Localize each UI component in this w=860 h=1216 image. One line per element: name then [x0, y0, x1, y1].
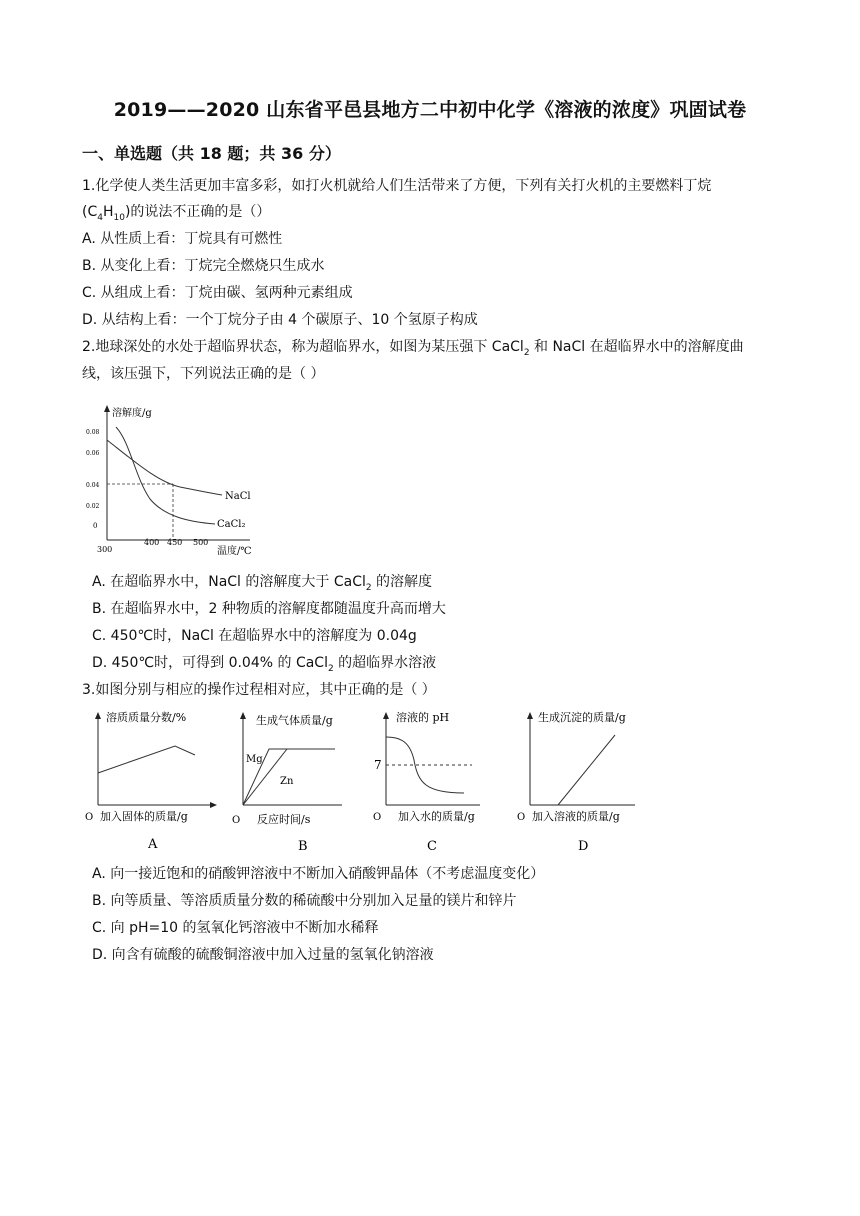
graph-a-xlabel: 加入固体的质量/g: [100, 810, 188, 823]
nacl-curve: [107, 440, 222, 495]
graph-a-origin: O: [85, 812, 94, 823]
graph-a-line: [98, 746, 195, 773]
graph-b-zn-label: Zn: [280, 776, 294, 787]
solubility-xlabel: 温度/℃: [217, 546, 252, 557]
q3-option-a: A. 向一接近饱和的硝酸钾溶液中不断加入硝酸钾晶体（不考虑温度变化）: [92, 866, 545, 882]
graph-b-mg-label: Mg: [246, 754, 263, 765]
q2-option-d: D. 450℃时，可得到 0.04% 的 CaCl$_2$ 的超临界水溶液: [92, 655, 437, 674]
xtick-450: 450: [167, 538, 183, 547]
graph-a: [85, 710, 217, 852]
q1-option-c: C. 从组成上看：丁烷由碳、氢两种元素组成: [82, 285, 353, 301]
q3-option-c: C. 向 pH=10 的氢氧化钙溶液中不断加水稀释: [92, 920, 379, 936]
q3-graphs: [80, 705, 660, 860]
q2-option-b: B. 在超临界水中，2 种物质的溶解度都随温度升高而增大: [92, 601, 446, 617]
graph-d-xlabel: 加入溶液的质量/g: [532, 810, 620, 823]
q1-option-b: B. 从变化上看：丁烷完全燃烧只生成水: [82, 258, 325, 274]
q2-stem-line2: 线，该压强下，下列说法正确的是（ ）: [82, 366, 325, 382]
q2-option-a: A. 在超临界水中，NaCl 的溶解度大于 CaCl$_2$ 的溶解度: [92, 574, 433, 593]
graph-d-origin: O: [517, 812, 526, 823]
q3-option-d: D. 向含有硫酸的硫酸铜溶液中加入过量的氢氧化钠溶液: [92, 947, 434, 963]
graph-b-xlabel: 反应时间/s: [257, 813, 311, 826]
q3-option-b: B. 向等质量、等溶质质量分数的稀硫酸中分别加入足量的镁片和锌片: [92, 893, 517, 909]
solubility-ylabel: 溶解度/g: [112, 408, 152, 419]
nacl-label: NaCl: [225, 491, 251, 502]
cacl2-curve: [116, 427, 215, 524]
xtick-400: 400: [144, 538, 160, 547]
q1-stem-line1: 1.化学使人类生活更加丰富多彩，如打火机就给人们生活带来了方便，下列有关打火机的主要燃料丁烷: [82, 178, 712, 194]
graph-b-origin: O: [232, 815, 241, 826]
graph-c-xlabel: 加入水的质量/g: [398, 810, 475, 823]
graph-a-letter: A: [148, 837, 158, 852]
section-heading: 一、单选题（共 18 题；共 36 分）: [82, 144, 341, 163]
graph-d: [517, 710, 635, 854]
graph-c-ylabel: 溶液的 pH: [396, 711, 450, 724]
xtick-300: 300: [97, 545, 113, 554]
solubility-chart: [80, 402, 270, 560]
q1-option-a: A. 从性质上看：丁烷具有可燃性: [82, 231, 283, 247]
q1-option-d: D. 从结构上看：一个丁烷分子由 4 个碳原子、10 个氢原子构成: [82, 312, 478, 328]
graph-c-origin: O: [373, 812, 382, 823]
graph-d-ylabel: 生成沉淀的质量/g: [538, 711, 626, 724]
graph-b: [232, 712, 342, 854]
q2-stem-line1: 2.地球深处的水处于超临界状态，称为超临界水，如图为某压强下 CaCl$_2$ 和 NaCl 在超临界水中的溶解度曲: [82, 339, 744, 358]
xtick-500: 500: [193, 538, 209, 547]
cacl2-label: CaCl₂: [217, 519, 246, 530]
ytick-002: 0.02: [86, 503, 100, 510]
ytick-0: 0: [93, 522, 98, 530]
q3-stem: 3.如图分别与相应的操作过程相对应，其中正确的是（ ）: [82, 682, 436, 698]
graph-b-ylabel: 生成气体质量/g: [256, 714, 333, 727]
ytick-008: 0.08: [86, 429, 100, 436]
page-title: 2019——2020 山东省平邑县地方二中初中化学《溶液的浓度》巩固试卷: [113, 99, 747, 121]
q2-option-c: C. 450℃时，NaCl 在超临界水中的溶解度为 0.04g: [92, 628, 417, 644]
graph-b-letter: B: [298, 839, 308, 854]
ytick-006: 0.06: [86, 450, 100, 457]
ytick-004: 0.04: [86, 482, 100, 489]
graph-c: [373, 710, 480, 854]
graph-d-line: [558, 735, 615, 805]
graph-d-letter: D: [578, 839, 589, 854]
graph-a-ylabel: 溶质质量分数/%: [106, 711, 187, 724]
graph-c-tick-7: 7: [374, 758, 382, 772]
q1-stem-line2: $(C_4H_{10})$的说法不正确的是（）: [82, 204, 271, 223]
graph-c-letter: C: [427, 839, 437, 854]
